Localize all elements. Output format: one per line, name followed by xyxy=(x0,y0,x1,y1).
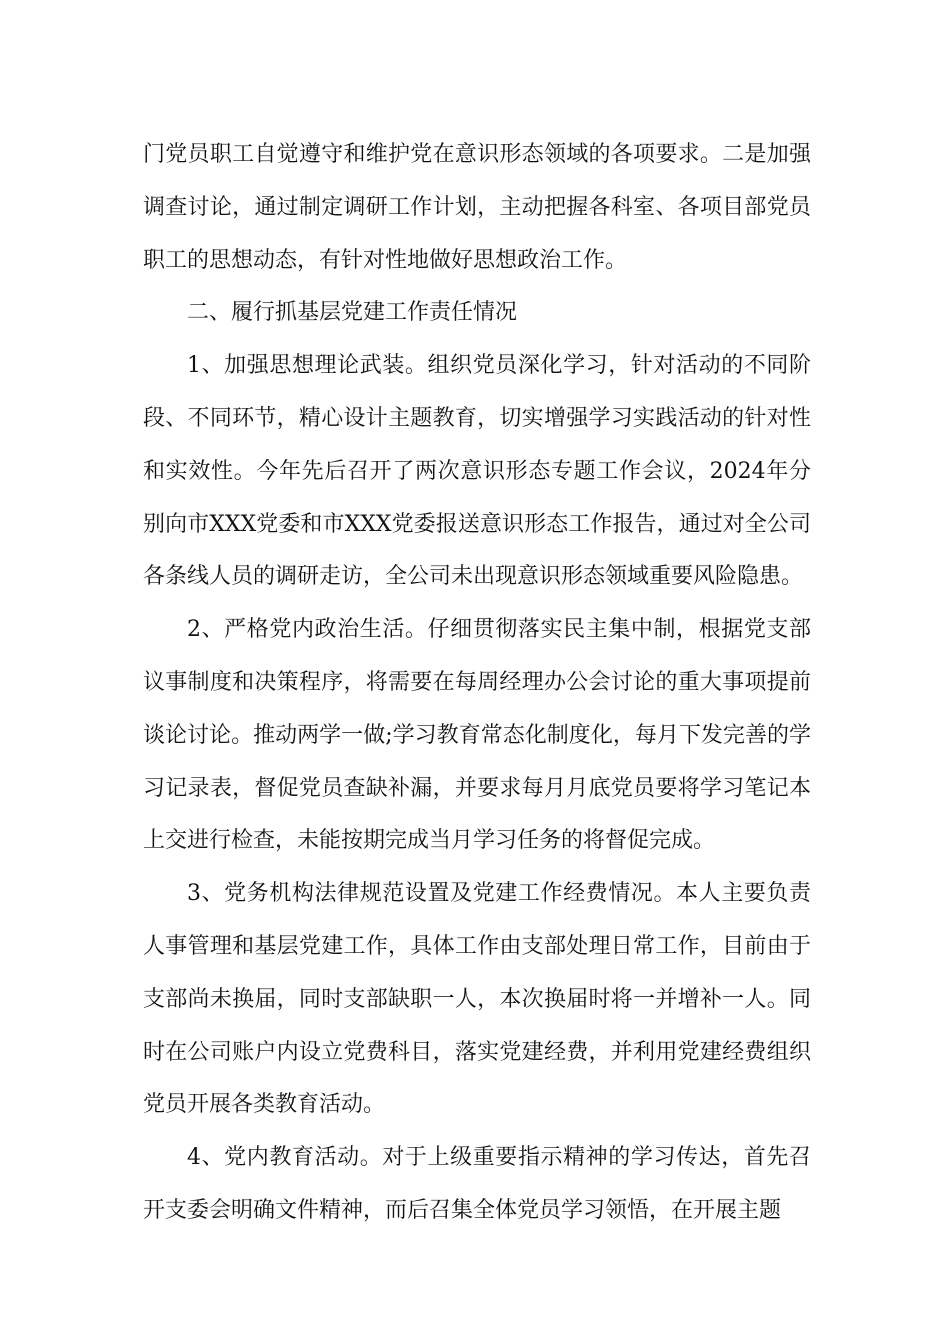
document-body xyxy=(143,129,811,1238)
section-heading: 二、履行抓基层党建工作责任情况 xyxy=(187,300,518,326)
paragraph-item-3: 3、党务机构法律规范设置及党建工作经费情况。本人主要负责人事管理和基层党建工作，具体工作由支部处理日常工作，目前由于支部尚未换届，同时支部缺职一人，本次换届时将一并增补一人。同时在公司账户内设立党费科目，落实党建经费，并利用党建经费组织党员开展各类教育活动。 xyxy=(143,881,811,1118)
paragraph-item-1: 1、加强思想理论武装。组织党员深化学习，针对活动的不同阶段、不同环节，精心设计主题教育，切实增强学习实践活动的针对性和实效性。今年先后召开了两次意识形态专题工作会议，2024年分别向市XXX党委和市XXX党委报送意识形态工作报告，通过对全公司各条线人员的调研走访，全公司未出现意识形态领域重要风险隐患。 xyxy=(143,353,811,590)
paragraph-item-4: 4、党内教育活动。对于上级重要指示精神的学习传达，首先召开支委会明确文件精神，而后召集全体党员学习领悟，在开展主题 xyxy=(143,1145,811,1223)
paragraph-continuation: 门党员职工自觉遵守和维护党在意识形态领域的各项要求。二是加强调查讨论，通过制定调研工作计划，主动把握各科室、各项目部党员职工的思想动态，有针对性地做好思想政治工作。 xyxy=(143,142,811,273)
paragraph-item-2: 2、严格党内政治生活。仔细贯彻落实民主集中制，根据党支部议事制度和决策程序，将需要在每周经理办公会讨论的重大事项提前谈论讨论。推动两学一做;学习教育常态化制度化，每月下发完善的学习记录表，督促党员查缺补漏，并要求每月月底党员要将学习笔记本上交进行检查，未能按期完成当月学习任务的将督促完成。 xyxy=(143,617,811,854)
